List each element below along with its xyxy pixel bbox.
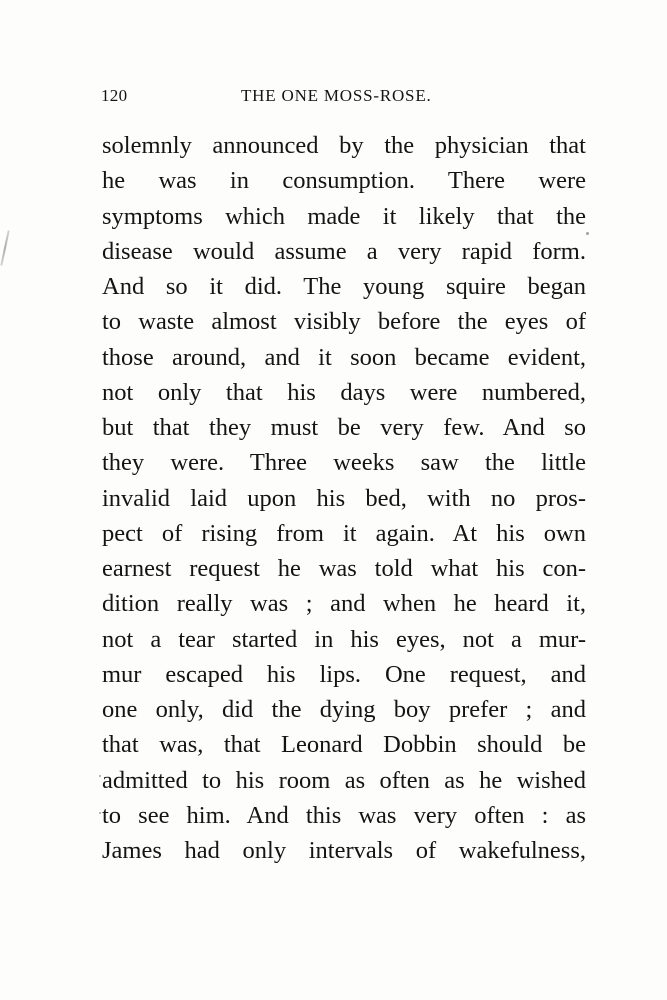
paper-speck	[99, 775, 101, 777]
text-line: not only that his days were numbered,	[102, 378, 586, 406]
text-line: to see him. And this was very often : as	[102, 801, 586, 829]
text-line: pect of rising from it again. At his own	[102, 519, 586, 547]
text-line: they were. Three weeks saw the little	[102, 449, 586, 477]
body-text	[102, 128, 586, 868]
text-line: invalid laid upon his bed, with no pros-	[102, 484, 586, 512]
text-line: those around, and it soon became evident,	[102, 343, 586, 371]
text-line: that was, that Leonard Dobbin should be	[102, 731, 586, 759]
text-line: earnest request he was told what his con-	[102, 555, 586, 582]
text-line: symptoms which made it likely that the	[102, 202, 586, 230]
page-number: 120	[101, 86, 128, 105]
paper-speck	[99, 812, 101, 814]
running-head	[101, 86, 586, 110]
running-title: THE ONE MOSS-ROSE.	[241, 86, 432, 105]
page-edge-mark	[0, 230, 9, 266]
text-line: not a tear started in his eyes, not a mur-	[102, 625, 586, 653]
text-line: And so it did. The young squire began	[102, 273, 586, 300]
text-line: he was in consumption. There were	[102, 167, 586, 195]
text-line: one only, did the dying boy prefer ; and	[102, 696, 586, 723]
text-line: but that they must be very few. And so	[102, 414, 586, 441]
text-line: to waste almost visibly before the eyes of	[102, 308, 586, 336]
paper-speck	[586, 232, 589, 235]
text-line: James had only intervals of wakefulness,	[102, 837, 586, 864]
text-line: solemnly announced by the physician that	[102, 132, 586, 159]
text-line: admitted to his room as often as he wished	[102, 766, 586, 794]
text-line: mur escaped his lips. One request, and	[102, 660, 586, 688]
text-line: disease would assume a very rapid form.	[102, 237, 586, 265]
text-line: dition really was ; and when he heard it,	[102, 590, 586, 618]
